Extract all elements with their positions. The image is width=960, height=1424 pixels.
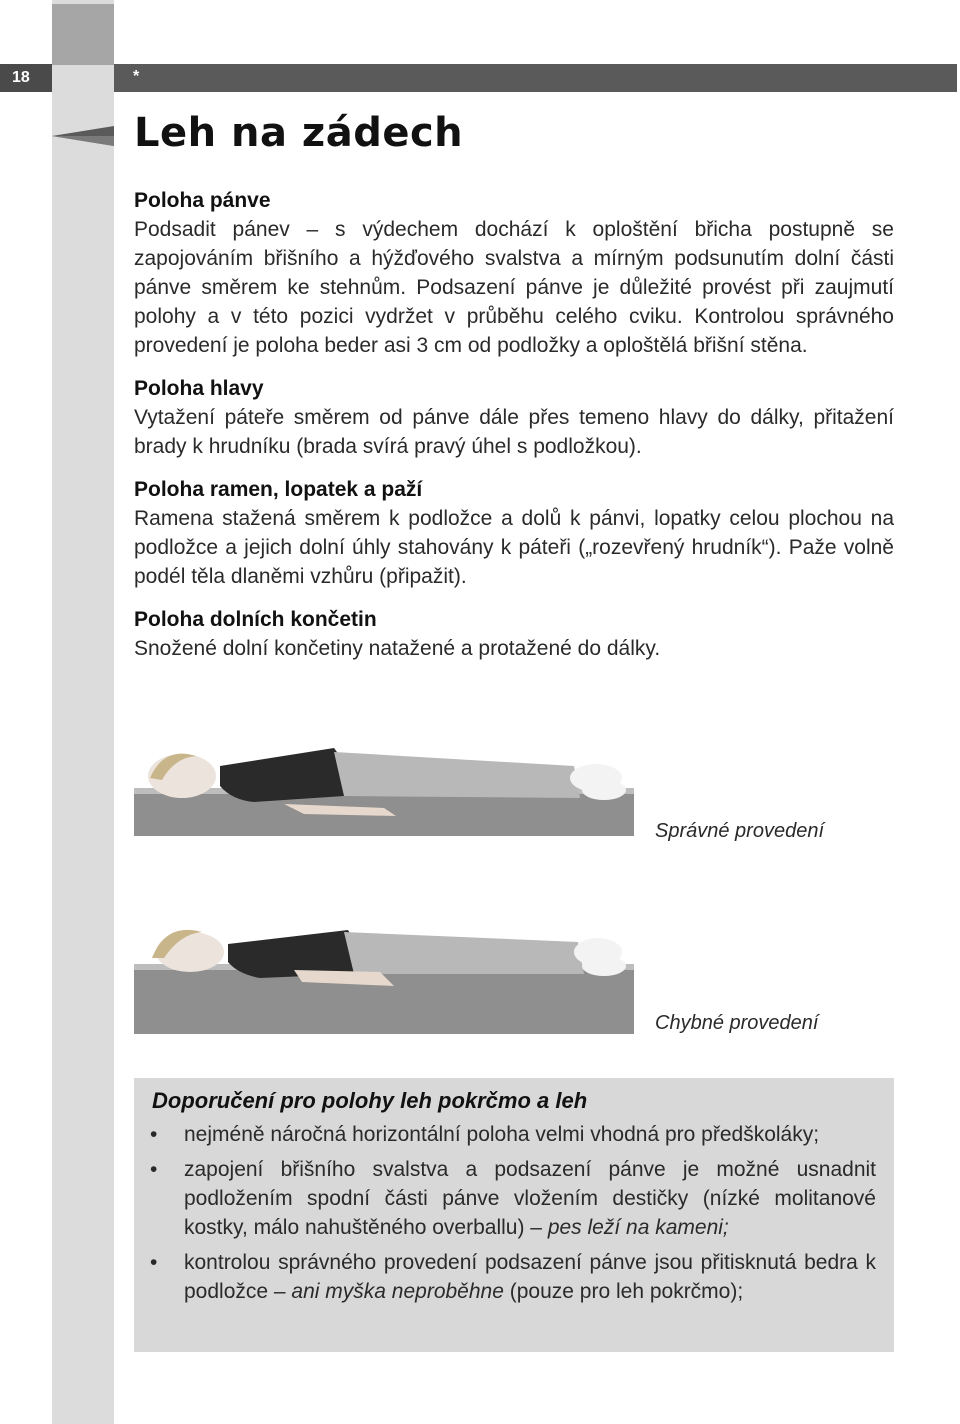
photo-incorrect-position: [134, 912, 634, 1036]
list-item: [134, 1155, 876, 1242]
item-emphasis: pes leží na kameni;: [547, 1216, 729, 1239]
page-title: Leh na zádech: [134, 110, 464, 156]
section-text: Vytažení páteře směrem od pánve dále přes temeno hlavy do dálky, přitažení brady k hrudníku (brada svírá pravý úhel s podložkou).: [134, 406, 894, 458]
bullet: •: [150, 1251, 158, 1274]
section-head: [134, 374, 894, 461]
figure-caption: Správné provedení: [655, 820, 825, 842]
section-heading: Poloha ramen, lopatek a paží: [134, 478, 423, 501]
left-margin-strip: [52, 0, 114, 1424]
list-item: [134, 1248, 876, 1306]
pointer-arrow-icon: [52, 124, 114, 148]
header-bar: [114, 64, 957, 92]
figure-caption: Chybné provedení: [655, 1012, 819, 1034]
photo-correct-position: [134, 738, 634, 840]
section-text: Ramena stažená směrem k podložce a dolů k pánvi, lopatky celou plochou na podložce a jejich dolní úhly stahovány k páteři („rozevřený hrudník“). Paže volně podél těla dlaněmi vzhůru (připažit).: [134, 507, 894, 588]
bullet: •: [150, 1123, 158, 1146]
top-corner-block: [52, 4, 114, 65]
section-shoulders: [134, 475, 894, 591]
section-text: Snožené dolní končetiny natažené a protažené do dálky.: [134, 637, 661, 660]
recommendation-list: [134, 1120, 876, 1312]
bullet: •: [150, 1158, 158, 1181]
item-text: zapojení břišního svalstva a podsazení pánve je možné usnadnit podložením spodní části pánve vložením destičky (nízké molitanové kostky, málo nahuštěného overballu) –: [184, 1158, 876, 1239]
section-text: Podsadit pánev – s výdechem dochází k oploštění břicha postupně se zapojováním břišního a hýžďového svalstva a mírným podsunutím dolní části pánve směrem ke stehnům. Podsazení pánve je důležité provést při zaujmutí polohy a v této pozici vydržet v průběhu celého cviku. Kontrolou správného provedení je poloha beder asi 3 cm od podložky a oploštělá břišní stěna.: [134, 218, 894, 357]
main-text: [134, 186, 894, 677]
section-pelvis: [134, 186, 894, 360]
item-text: kontrolou správného provedení podsazení pánve jsou přitisknutá bedra k podložce –: [184, 1251, 876, 1303]
list-item: [134, 1120, 876, 1149]
page-number: 18: [0, 64, 52, 92]
recommendation-box: [134, 1078, 894, 1352]
section-heading: Poloha dolních končetin: [134, 608, 377, 631]
item-text: nejméně náročná horizontální poloha velmi vhodná pro předškoláky;: [184, 1123, 820, 1146]
item-emphasis: ani myška neproběhne: [291, 1280, 504, 1303]
section-heading: Poloha hlavy: [134, 377, 264, 400]
item-tail: (pouze pro leh pokrčmo);: [503, 1280, 744, 1303]
recommendation-title: Doporučení pro polohy leh pokrčmo a leh: [152, 1088, 588, 1113]
header-marker: *: [133, 68, 140, 85]
section-legs: [134, 605, 894, 663]
section-heading: Poloha pánve: [134, 189, 271, 212]
